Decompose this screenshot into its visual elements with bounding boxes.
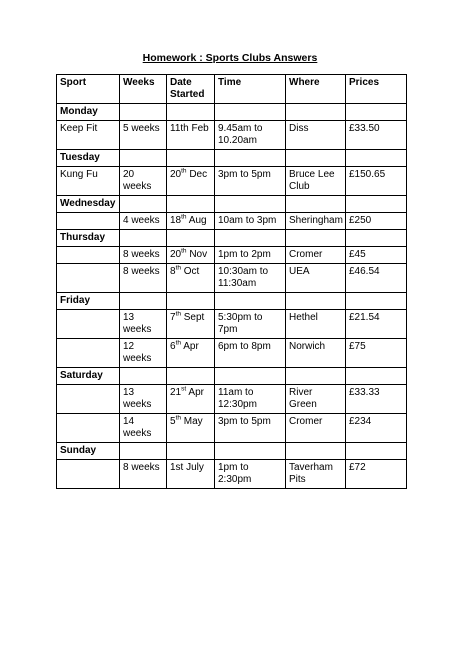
- empty-cell: [167, 196, 215, 213]
- cell-weeks: 4 weeks: [120, 213, 167, 230]
- cell-sport: [57, 414, 120, 443]
- cell-sport: [57, 460, 120, 489]
- cell-time: 3pm to 5pm: [215, 414, 286, 443]
- empty-cell: [286, 368, 346, 385]
- empty-cell: [346, 368, 407, 385]
- empty-cell: [286, 293, 346, 310]
- day-row: [57, 196, 407, 213]
- cell-weeks: 13 weeks: [120, 385, 167, 414]
- empty-cell: [286, 196, 346, 213]
- table-row: [57, 385, 407, 414]
- empty-cell: [120, 293, 167, 310]
- day-label: Tuesday: [57, 150, 120, 167]
- header-where: Where: [286, 75, 346, 104]
- empty-cell: [346, 196, 407, 213]
- empty-cell: [346, 230, 407, 247]
- cell-weeks: 20 weeks: [120, 167, 167, 196]
- empty-cell: [215, 150, 286, 167]
- day-label: Wednesday: [57, 196, 120, 213]
- empty-cell: [120, 230, 167, 247]
- cell-time: 10:30am to 11:30am: [215, 264, 286, 293]
- cell-where: Diss: [286, 121, 346, 150]
- cell-date: 5th May: [167, 414, 215, 443]
- day-label: Saturday: [57, 368, 120, 385]
- cell-weeks: 12 weeks: [120, 339, 167, 368]
- cell-sport: [57, 264, 120, 293]
- cell-where: Cromer: [286, 414, 346, 443]
- day-row: [57, 293, 407, 310]
- header-date-started: Date Started: [167, 75, 215, 104]
- header-weeks: Weeks: [120, 75, 167, 104]
- empty-cell: [120, 196, 167, 213]
- empty-cell: [215, 368, 286, 385]
- sports-clubs-table: [56, 74, 407, 489]
- empty-cell: [346, 293, 407, 310]
- cell-where: Hethel: [286, 310, 346, 339]
- cell-where: Bruce Lee Club: [286, 167, 346, 196]
- table-row: [57, 414, 407, 443]
- cell-time: 6pm to 8pm: [215, 339, 286, 368]
- day-row: [57, 230, 407, 247]
- cell-price: £21.54: [346, 310, 407, 339]
- cell-sport: [57, 213, 120, 230]
- empty-cell: [346, 104, 407, 121]
- empty-cell: [167, 443, 215, 460]
- cell-time: 5:30pm to 7pm: [215, 310, 286, 339]
- day-label: Thursday: [57, 230, 120, 247]
- table-row: [57, 339, 407, 368]
- empty-cell: [215, 293, 286, 310]
- cell-date: 8th Oct: [167, 264, 215, 293]
- cell-weeks: 8 weeks: [120, 460, 167, 489]
- empty-cell: [120, 368, 167, 385]
- day-label: Friday: [57, 293, 120, 310]
- cell-date: 20th Dec: [167, 167, 215, 196]
- day-row: [57, 368, 407, 385]
- cell-price: £72: [346, 460, 407, 489]
- cell-where: Norwich: [286, 339, 346, 368]
- empty-cell: [215, 196, 286, 213]
- cell-where: UEA: [286, 264, 346, 293]
- empty-cell: [120, 150, 167, 167]
- cell-date: 7th Sept: [167, 310, 215, 339]
- empty-cell: [167, 368, 215, 385]
- table-body: [57, 104, 407, 489]
- empty-cell: [167, 293, 215, 310]
- header-sport: Sport: [57, 75, 120, 104]
- cell-time: 10am to 3pm: [215, 213, 286, 230]
- cell-sport: [57, 339, 120, 368]
- cell-time: 9.45am to 10.20am: [215, 121, 286, 150]
- cell-where: Taverham Pits: [286, 460, 346, 489]
- empty-cell: [286, 150, 346, 167]
- empty-cell: [215, 230, 286, 247]
- empty-cell: [215, 104, 286, 121]
- table-row: [57, 264, 407, 293]
- cell-price: £75: [346, 339, 407, 368]
- empty-cell: [167, 230, 215, 247]
- cell-sport: [57, 385, 120, 414]
- empty-cell: [346, 443, 407, 460]
- day-row: [57, 443, 407, 460]
- cell-weeks: 8 weeks: [120, 264, 167, 293]
- day-row: [57, 150, 407, 167]
- cell-time: 1pm to 2:30pm: [215, 460, 286, 489]
- empty-cell: [215, 443, 286, 460]
- cell-time: 1pm to 2pm: [215, 247, 286, 264]
- table-row: [57, 121, 407, 150]
- cell-price: £33.33: [346, 385, 407, 414]
- table-row: [57, 247, 407, 264]
- cell-price: £46.54: [346, 264, 407, 293]
- cell-weeks: 5 weeks: [120, 121, 167, 150]
- cell-price: £33.50: [346, 121, 407, 150]
- cell-where: Sheringham: [286, 213, 346, 230]
- table-row: [57, 310, 407, 339]
- cell-where: Cromer: [286, 247, 346, 264]
- empty-cell: [286, 443, 346, 460]
- table-row: [57, 167, 407, 196]
- cell-sport: Kung Fu: [57, 167, 120, 196]
- cell-date: 21st Apr: [167, 385, 215, 414]
- cell-date: 1st July: [167, 460, 215, 489]
- empty-cell: [286, 104, 346, 121]
- document-title: Homework : Sports Clubs Answers: [142, 52, 318, 64]
- cell-time: 3pm to 5pm: [215, 167, 286, 196]
- cell-date: 6th Apr: [167, 339, 215, 368]
- cell-price: £150.65: [346, 167, 407, 196]
- table-row: [57, 213, 407, 230]
- cell-date: 11th Feb: [167, 121, 215, 150]
- cell-date: 18th Aug: [167, 213, 215, 230]
- empty-cell: [346, 150, 407, 167]
- cell-weeks: 8 weeks: [120, 247, 167, 264]
- day-label: Monday: [57, 104, 120, 121]
- cell-time: 11am to 12:30pm: [215, 385, 286, 414]
- cell-price: £234: [346, 414, 407, 443]
- cell-sport: [57, 247, 120, 264]
- empty-cell: [167, 150, 215, 167]
- header-row: [57, 75, 407, 104]
- empty-cell: [120, 443, 167, 460]
- cell-price: £250: [346, 213, 407, 230]
- cell-sport: Keep Fit: [57, 121, 120, 150]
- empty-cell: [120, 104, 167, 121]
- cell-where: River Green: [286, 385, 346, 414]
- day-row: [57, 104, 407, 121]
- empty-cell: [167, 104, 215, 121]
- header-prices: Prices: [346, 75, 407, 104]
- cell-sport: [57, 310, 120, 339]
- cell-date: 20th Nov: [167, 247, 215, 264]
- cell-price: £45: [346, 247, 407, 264]
- empty-cell: [286, 230, 346, 247]
- cell-weeks: 14 weeks: [120, 414, 167, 443]
- header-time: Time: [215, 75, 286, 104]
- day-label: Sunday: [57, 443, 120, 460]
- cell-weeks: 13 weeks: [120, 310, 167, 339]
- table-row: [57, 460, 407, 489]
